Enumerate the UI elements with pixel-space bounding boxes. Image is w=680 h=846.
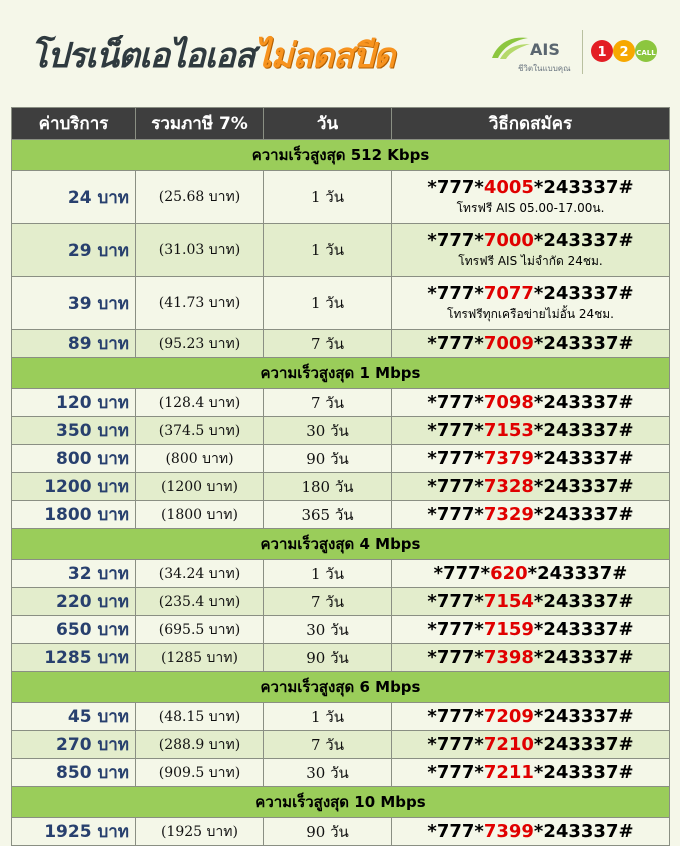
- tax-cell: (25.68 บาท): [136, 171, 264, 224]
- code-number: 620: [490, 562, 528, 584]
- days-cell: 1 วัน: [264, 277, 392, 330]
- table-row: [12, 224, 670, 277]
- section-header-row: [12, 529, 670, 560]
- tax-cell: (235.4 บาท): [136, 588, 264, 616]
- section-header-row: [12, 358, 670, 389]
- header-code: วิธีกดสมัคร: [392, 108, 670, 140]
- page-title: [30, 28, 394, 82]
- table-row: [12, 644, 670, 672]
- price-cell: 1800 บาท: [12, 501, 136, 529]
- price-cell: 45 บาท: [12, 703, 136, 731]
- tax-cell: (1925 บาท): [136, 818, 264, 846]
- tax-cell: (695.5 บาท): [136, 616, 264, 644]
- tax-cell: (1285 บาท): [136, 644, 264, 672]
- tax-cell: (288.9 บาท): [136, 731, 264, 759]
- code-number: 7077: [483, 283, 534, 304]
- title-main: โปรเน็ตเอไอเอส: [30, 36, 255, 76]
- table-row: [12, 277, 670, 330]
- days-cell: 90 วัน: [264, 818, 392, 846]
- days-cell: 365 วัน: [264, 501, 392, 529]
- table-row: [12, 330, 670, 358]
- days-cell: 7 วัน: [264, 588, 392, 616]
- code-prefix: *777*: [433, 562, 491, 584]
- price-cell: 270 บาท: [12, 731, 136, 759]
- price-cell: 350 บาท: [12, 417, 136, 445]
- code-suffix: *243337#: [533, 618, 634, 640]
- tax-cell: (41.73 บาท): [136, 277, 264, 330]
- ais-tagline: ชีวิตในแบบคุณ: [518, 64, 571, 73]
- dial-code-cell: [392, 445, 670, 473]
- code-number: 7398: [483, 646, 534, 668]
- code-note: โทรฟรี AIS ไม่จำกัด 24ชม.: [458, 254, 603, 268]
- section-header-row: [12, 672, 670, 703]
- price-cell: 89 บาท: [12, 330, 136, 358]
- section-title: ความเร็วสูงสุด 512 Kbps: [12, 140, 670, 171]
- section-header-row: [12, 787, 670, 818]
- section-header-row: [12, 140, 670, 171]
- table-row: [12, 759, 670, 787]
- header-days: วัน: [264, 108, 392, 140]
- logo-divider: [582, 30, 583, 74]
- code-number: 7000: [483, 230, 534, 251]
- code-note: โทรฟรี AIS 05.00-17.00น.: [456, 201, 605, 215]
- section-title: ความเร็วสูงสุด 10 Mbps: [12, 787, 670, 818]
- ais-swoosh-icon: [488, 32, 532, 62]
- code-prefix: *777*: [427, 761, 484, 783]
- tax-cell: (1800 บาท): [136, 501, 264, 529]
- code-prefix: *777*: [427, 419, 484, 441]
- header-tax: รวมภาษี 7%: [136, 108, 264, 140]
- dial-code-cell: [392, 417, 670, 445]
- code-suffix: *243337#: [533, 332, 634, 354]
- tax-cell: (34.24 บาท): [136, 560, 264, 588]
- code-suffix: *243337#: [533, 447, 634, 469]
- code-suffix: *243337#: [533, 419, 634, 441]
- dial-code-cell: [392, 330, 670, 358]
- dial-code-cell: [392, 759, 670, 787]
- code-suffix: *243337#: [527, 562, 628, 584]
- section-title: ความเร็วสูงสุด 4 Mbps: [12, 529, 670, 560]
- days-cell: 30 วัน: [264, 417, 392, 445]
- dial-code-cell: [392, 473, 670, 501]
- code-suffix: *243337#: [533, 646, 634, 668]
- price-cell: 29 บาท: [12, 224, 136, 277]
- table-row: [12, 417, 670, 445]
- table-row: [12, 703, 670, 731]
- code-prefix: *777*: [427, 503, 484, 525]
- page-header: [0, 0, 680, 100]
- table-row: [12, 616, 670, 644]
- code-prefix: *777*: [427, 447, 484, 469]
- code-number: 7209: [483, 705, 534, 727]
- one-two-call-icon: [590, 34, 662, 70]
- price-cell: 24 บาท: [12, 171, 136, 224]
- table-row: [12, 501, 670, 529]
- code-number: 7329: [483, 503, 534, 525]
- days-cell: 30 วัน: [264, 616, 392, 644]
- days-cell: 30 วัน: [264, 759, 392, 787]
- code-suffix: *243337#: [533, 230, 634, 251]
- dial-code-cell: [392, 224, 670, 277]
- table-row: [12, 560, 670, 588]
- code-number: 7098: [483, 391, 534, 413]
- code-number: 7211: [483, 761, 534, 783]
- code-suffix: *243337#: [533, 590, 634, 612]
- table-row: [12, 731, 670, 759]
- dial-code-cell: [392, 703, 670, 731]
- code-suffix: *243337#: [533, 761, 634, 783]
- days-cell: 7 วัน: [264, 330, 392, 358]
- days-cell: 1 วัน: [264, 703, 392, 731]
- tax-cell: (48.15 บาท): [136, 703, 264, 731]
- code-prefix: *777*: [427, 283, 484, 304]
- one-two-call-logo: [590, 34, 662, 70]
- dial-code-cell: [392, 588, 670, 616]
- dial-code-cell: [392, 560, 670, 588]
- days-cell: 90 วัน: [264, 644, 392, 672]
- tax-cell: (31.03 บาท): [136, 224, 264, 277]
- price-cell: 120 บาท: [12, 389, 136, 417]
- price-table: [11, 107, 670, 846]
- code-prefix: *777*: [427, 618, 484, 640]
- code-suffix: *243337#: [533, 391, 634, 413]
- tax-cell: (95.23 บาท): [136, 330, 264, 358]
- ais-brand-text: AIS: [530, 40, 560, 59]
- code-number: 7154: [483, 590, 534, 612]
- dial-code-cell: [392, 731, 670, 759]
- dial-code-cell: [392, 277, 670, 330]
- code-prefix: *777*: [427, 820, 484, 842]
- dial-code-cell: [392, 644, 670, 672]
- price-cell: 1200 บาท: [12, 473, 136, 501]
- table-row: [12, 588, 670, 616]
- table-row: [12, 445, 670, 473]
- title-highlight: ไม่ลดสปีด: [254, 36, 395, 76]
- days-cell: 7 วัน: [264, 389, 392, 417]
- code-suffix: *243337#: [533, 820, 634, 842]
- dial-code-cell: [392, 501, 670, 529]
- dial-code-cell: [392, 171, 670, 224]
- code-prefix: *777*: [427, 646, 484, 668]
- code-suffix: *243337#: [533, 177, 634, 198]
- svg-text:1: 1: [597, 45, 607, 60]
- code-prefix: *777*: [427, 177, 484, 198]
- code-prefix: *777*: [427, 475, 484, 497]
- section-title: ความเร็วสูงสุด 1 Mbps: [12, 358, 670, 389]
- code-number: 7009: [483, 332, 534, 354]
- code-number: 7379: [483, 447, 534, 469]
- code-number: 7159: [483, 618, 534, 640]
- tax-cell: (800 บาท): [136, 445, 264, 473]
- price-cell: 32 บาท: [12, 560, 136, 588]
- code-number: 7399: [483, 820, 534, 842]
- code-number: 7328: [483, 475, 534, 497]
- days-cell: 7 วัน: [264, 731, 392, 759]
- price-cell: 650 บาท: [12, 616, 136, 644]
- table-row: [12, 389, 670, 417]
- tax-cell: (374.5 บาท): [136, 417, 264, 445]
- tax-cell: (1200 บาท): [136, 473, 264, 501]
- code-prefix: *777*: [427, 391, 484, 413]
- days-cell: 1 วัน: [264, 560, 392, 588]
- code-number: 7153: [483, 419, 534, 441]
- ais-logo: [488, 28, 580, 76]
- code-prefix: *777*: [427, 705, 484, 727]
- price-cell: 1925 บาท: [12, 818, 136, 846]
- table-row: [12, 818, 670, 846]
- price-cell: 1285 บาท: [12, 644, 136, 672]
- code-prefix: *777*: [427, 230, 484, 251]
- code-suffix: *243337#: [533, 733, 634, 755]
- days-cell: 180 วัน: [264, 473, 392, 501]
- days-cell: 1 วัน: [264, 171, 392, 224]
- tax-cell: (909.5 บาท): [136, 759, 264, 787]
- days-cell: 90 วัน: [264, 445, 392, 473]
- code-suffix: *243337#: [533, 283, 634, 304]
- dial-code-cell: [392, 389, 670, 417]
- code-suffix: *243337#: [533, 475, 634, 497]
- tax-cell: (128.4 บาท): [136, 389, 264, 417]
- price-cell: 39 บาท: [12, 277, 136, 330]
- code-prefix: *777*: [427, 332, 484, 354]
- price-cell: 800 บาท: [12, 445, 136, 473]
- svg-text:2: 2: [619, 45, 629, 60]
- dial-code-cell: [392, 616, 670, 644]
- code-prefix: *777*: [427, 733, 484, 755]
- days-cell: 1 วัน: [264, 224, 392, 277]
- section-title: ความเร็วสูงสุด 6 Mbps: [12, 672, 670, 703]
- code-number: 4005: [483, 177, 534, 198]
- price-cell: 850 บาท: [12, 759, 136, 787]
- code-note: โทรฟรีทุกเครือข่ายไม่อั้น 24ชม.: [447, 307, 614, 321]
- svg-text:CALL: CALL: [636, 49, 656, 57]
- code-prefix: *777*: [427, 590, 484, 612]
- table-header-row: [12, 108, 670, 140]
- dial-code-cell: [392, 818, 670, 846]
- code-number: 7210: [483, 733, 534, 755]
- code-suffix: *243337#: [533, 705, 634, 727]
- table-row: [12, 473, 670, 501]
- code-suffix: *243337#: [533, 503, 634, 525]
- table-row: [12, 171, 670, 224]
- price-cell: 220 บาท: [12, 588, 136, 616]
- header-price: ค่าบริการ: [12, 108, 136, 140]
